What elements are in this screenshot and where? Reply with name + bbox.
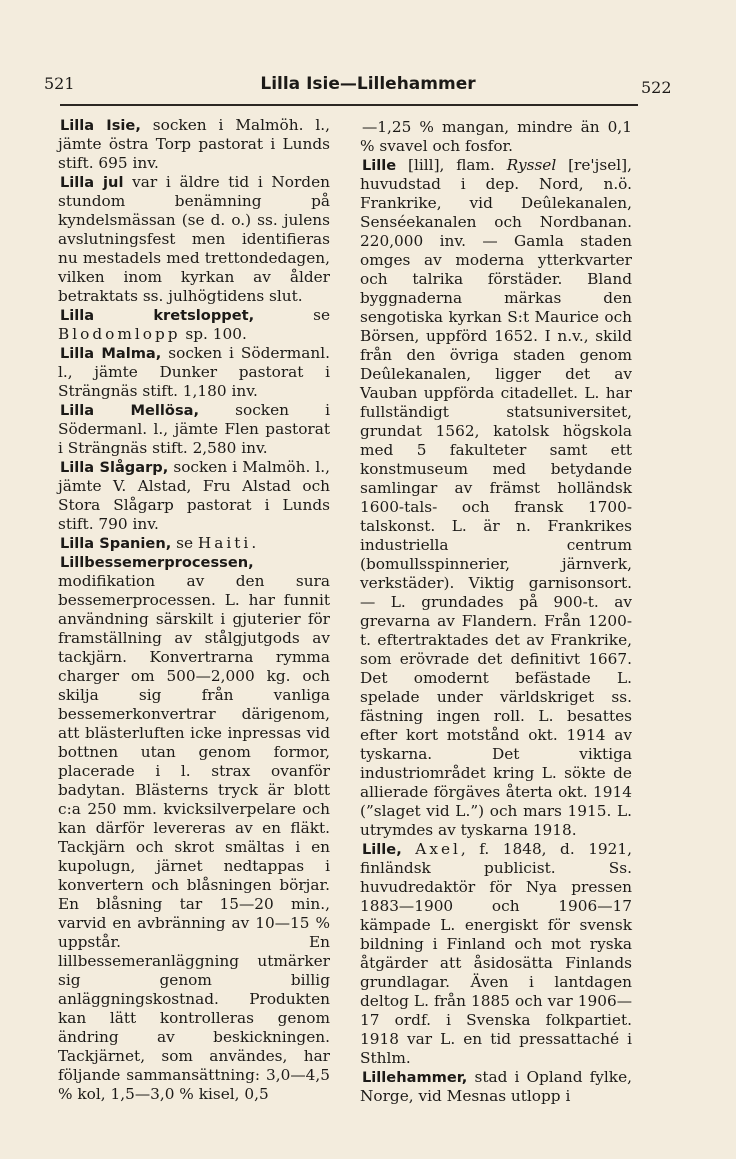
entry-lilla-kretsloppet: [58, 306, 330, 344]
headword: Lilla kretsloppet,: [60, 307, 255, 324]
entry-text: [lill], flam.: [396, 156, 507, 174]
headword: Lillbessemerprocessen,: [60, 554, 254, 571]
page-header: [0, 70, 736, 100]
entry-text: se: [254, 306, 330, 324]
cross-reference: Blodomlopp: [58, 325, 181, 343]
entry-text: [re'jsel], huvudstad i dep. Nord, n.ö. Frankrike, vid Deûlekanalen, Senséekanalen och Nordbanan. 220,000 inv. — Gamla staden omges av moderna ytterkvarter och talrika förstäder. Bland byggnaderna märkas den sengotiska kyrkan S:t Maurice och Börsen, uppförd 1652. I n.v., skild från den övriga staden genom Deûlekanalen, ligger det av Vauban uppförda citadellet. L. har fullständigt statsuniversitet, grundat 1562, katolsk högskola med 5 fakulteter samt ett konstmuseum med betydande samlingar av främst holländsk 1600-tals- och fransk 1700-talskonst. L. är n. Frankrikes industriella centrum (bomullsspinnerier, järnverk, verkstäder). Viktig garnisonsort. — L. grundades på 900-t. av grevarna av Flandern. Från 1200-t. eftertraktades det av Frankrike, som erövrade det definitivt 1667. Det omodernt befästade L. spelade under världskriget ss. fästning ingen roll. L. besattes efter kort motstånd okt. 1914 av tyskarna. Det viktiga industriområdet kring L. sökte de allierade förgäves återta okt. 1914 (”slaget vid L.”) och mars 1915. L. utrymdes av tyskarna 1918.: [360, 156, 632, 839]
entry-text: sp. 100.: [180, 325, 247, 343]
entry-text: stad i Opland fylke, Norge, vid Mesnas utlopp i: [360, 1068, 632, 1105]
headword: Lilla Isie,: [60, 117, 141, 134]
headword: Lillehammer,: [362, 1069, 468, 1086]
entry-continuation: [360, 118, 632, 156]
left-column: [58, 116, 330, 1104]
entry-lille-axel: [360, 840, 632, 1068]
right-column: [360, 118, 632, 1106]
entry-lilla-spanien: [58, 534, 330, 553]
cross-reference: Haiti: [197, 534, 252, 552]
entry-text: socken i Malmöh. l., jämte V. Alstad, Fru Alstad och Stora Slågarp pastorat i Lunds stift. 790 inv.: [58, 458, 330, 533]
entry-text: .: [251, 534, 257, 552]
alt-name: Ryssel: [506, 156, 557, 174]
entry-lilla-isie: [58, 116, 330, 173]
headword: Lille,: [362, 841, 402, 858]
entry-text: modifikation av den sura bessemerprocessen. L. har funnit användning särskilt i gjuterier för framställning av stålgjutgods av tackjärn. Konvertrarna rymma charger om 500—2,000 kg. och skilja sig från vanliga bessemerkonvertrar därigenom, att blästerluften icke inpressas vid bottnen utan genom formor, placerade i l. strax ovanför badytan. Blästerns tryck är blott c:a 250 mm. kvicksilverpelare och kan därför levereras av en fläkt. Tackjärn och skrot smältas i en kupolugn, järnet nedtappas i konvertern och blåsningen börjar. En blåsning tar 15—20 min., varvid en avbränning av 10—15 % uppstår. En lillbessemeranläggning utmärker sig genom billig anläggningskostnad. Produkten kan lätt kontrolleras genom ändring av beskickningen. Tackjärnet, som användes, har följande sammansättning: 3,0—4,5 % kol, 1,5—3,0 % kisel, 0,5: [58, 572, 330, 1103]
header-rule: [60, 104, 638, 106]
entry-lillbessemerprocessen: [58, 553, 330, 1104]
entry-text: socken i Södermanl. l., jämte Dunker pastorat i Strängnäs stift. 1,180 inv.: [58, 344, 330, 400]
running-title: Lilla Isie—Lillehammer: [260, 74, 476, 94]
headword: Lilla jul: [60, 174, 124, 191]
entry-text: socken i Södermanl. l., jämte Flen pastorat i Strängnäs stift. 2,580 inv.: [58, 401, 331, 457]
entry-text: socken i Malmöh. l., jämte östra Torp pastorat i Lunds stift. 695 inv.: [58, 116, 331, 172]
headword: Lilla Mellösa,: [60, 402, 200, 419]
headword: Lilla Malma,: [60, 345, 162, 362]
headword: Lilla Slågarp,: [60, 459, 169, 476]
page-number-right: 522: [641, 78, 672, 97]
entry-text: —1,25 % mangan, mindre än 0,1 % svavel och fosfor.: [360, 118, 632, 155]
headword: Lille: [362, 157, 397, 174]
entry-lillehammer: [360, 1068, 632, 1106]
headword: Lilla Spanien,: [60, 535, 172, 552]
entry-text: , f. 1848, d. 1921, finländsk publicist. Ss. huvudredaktör för Nya pressen 1883—1900 och 1906—17 kämpade L. energiskt för svensk bildning i Finland och mot ryska åtgärder att åsidosätta Finlands grundlagar. Även i lantdagen deltog L. från 1885 och var 1906—17 ordf. i Svenska folkpartiet. 1918 var L. en tid pressattaché i Sthlm.: [360, 840, 632, 1067]
first-name: Axel: [415, 840, 461, 858]
entry-lilla-jul: [58, 173, 330, 306]
entry-lilla-malma: [58, 344, 330, 401]
entry-lille-city: [360, 156, 632, 840]
entry-text: var i äldre tid i Norden stundom benämning på kyndelsmässan (se d. o.) ss. julens avslutningsfest men identifieras nu mestadels med trettondedagen, vilken inom kyrkan av ålder betraktats ss. julhögtidens slut.: [58, 173, 330, 305]
page-number-left: 521: [44, 74, 75, 93]
entry-text: se: [171, 534, 198, 552]
entry-lilla-mellosa: [58, 401, 330, 458]
entry-lilla-slagarp: [58, 458, 330, 534]
